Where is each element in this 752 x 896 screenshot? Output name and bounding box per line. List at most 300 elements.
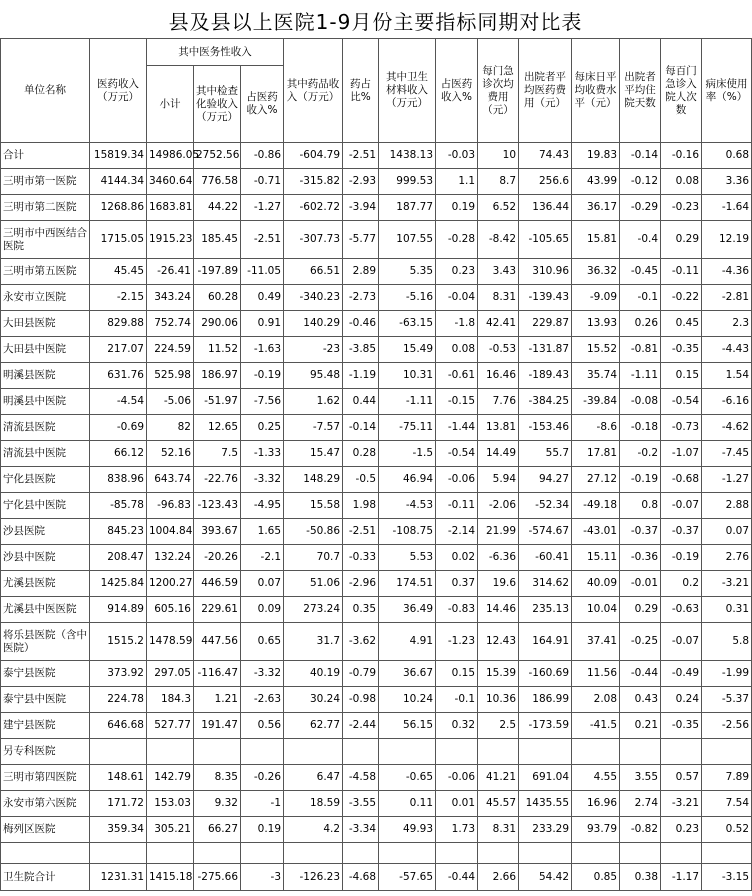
- table-cell: [620, 843, 661, 864]
- table-row: [1, 143, 752, 169]
- table-row: [1, 597, 752, 623]
- table-cell: 36.17: [572, 195, 620, 221]
- table-cell: [702, 739, 752, 765]
- table-cell: 14.46: [478, 597, 519, 623]
- table-cell: 0.07: [702, 519, 752, 545]
- table-cell: [478, 843, 519, 864]
- row-unit-name: 宁化县医院: [1, 467, 90, 493]
- table-cell: 0.24: [661, 687, 702, 713]
- table-cell: 297.05: [147, 661, 194, 687]
- table-cell: -0.61: [436, 363, 478, 389]
- header-bed-day-cost: 每床日平均收费水平（元）: [572, 39, 620, 143]
- table-cell: -0.12: [620, 169, 661, 195]
- table-cell: 12.65: [194, 415, 241, 441]
- table-row: [1, 311, 752, 337]
- table-cell: 1.21: [194, 687, 241, 713]
- table-cell: 0.19: [241, 817, 284, 843]
- table-cell: 0.25: [241, 415, 284, 441]
- table-cell: 36.67: [379, 661, 436, 687]
- table-cell: -22.76: [194, 467, 241, 493]
- table-cell: 56.15: [379, 713, 436, 739]
- table-cell: 16.96: [572, 791, 620, 817]
- table-cell: 187.77: [379, 195, 436, 221]
- table-cell: [147, 739, 194, 765]
- table-cell: 2752.56: [194, 143, 241, 169]
- table-cell: 1.73: [436, 817, 478, 843]
- table-cell: [620, 739, 661, 765]
- table-cell: -2.15: [90, 285, 147, 311]
- table-cell: -1.33: [241, 441, 284, 467]
- table-cell: 8.31: [478, 817, 519, 843]
- table-cell: -602.72: [284, 195, 343, 221]
- table-cell: [379, 843, 436, 864]
- table-cell: 36.32: [572, 259, 620, 285]
- table-cell: 45.57: [478, 791, 519, 817]
- table-cell: 5.94: [478, 467, 519, 493]
- table-cell: 646.68: [90, 713, 147, 739]
- table-cell: -3.85: [343, 337, 379, 363]
- table-cell: 15.52: [572, 337, 620, 363]
- table-cell: 0.35: [343, 597, 379, 623]
- table-cell: 0.11: [379, 791, 436, 817]
- header-med-income: 医药收入（万元）: [90, 39, 147, 143]
- table-cell: 37.41: [572, 623, 620, 661]
- table-cell: 30.24: [284, 687, 343, 713]
- table-cell: -2.93: [343, 169, 379, 195]
- table-cell: 8.35: [194, 765, 241, 791]
- table-cell: 229.61: [194, 597, 241, 623]
- table-cell: 838.96: [90, 467, 147, 493]
- table-cell: 1425.84: [90, 571, 147, 597]
- header-material-ratio: 占医药收入%: [436, 39, 478, 143]
- table-row: [1, 363, 752, 389]
- table-cell: 186.99: [519, 687, 572, 713]
- table-cell: 1268.86: [90, 195, 147, 221]
- row-unit-name: 宁化县中医院: [1, 493, 90, 519]
- table-cell: 6.52: [478, 195, 519, 221]
- table-cell: -189.43: [519, 363, 572, 389]
- table-cell: -0.01: [620, 571, 661, 597]
- table-cell: 13.93: [572, 311, 620, 337]
- table-cell: 0.85: [572, 864, 620, 891]
- table-cell: 0.15: [661, 363, 702, 389]
- table-cell: 136.44: [519, 195, 572, 221]
- row-unit-name: 三明市中西医结合医院: [1, 221, 90, 259]
- table-cell: 256.6: [519, 169, 572, 195]
- table-cell: 1.62: [284, 389, 343, 415]
- row-unit-name: 大田县中医院: [1, 337, 90, 363]
- table-cell: -0.83: [436, 597, 478, 623]
- table-cell: 0.26: [620, 311, 661, 337]
- row-unit-name: 三明市第二医院: [1, 195, 90, 221]
- table-cell: -0.11: [661, 259, 702, 285]
- table-cell: -0.4: [620, 221, 661, 259]
- table-cell: 1715.05: [90, 221, 147, 259]
- header-exam-ratio: 占医药收入%: [241, 66, 284, 143]
- table-cell: 40.19: [284, 661, 343, 687]
- table-body: [1, 143, 752, 891]
- table-row: [1, 623, 752, 661]
- table-cell: -384.25: [519, 389, 572, 415]
- table-cell: 525.98: [147, 363, 194, 389]
- table-cell: 36.49: [379, 597, 436, 623]
- table-cell: 171.72: [90, 791, 147, 817]
- table-cell: 14986.05: [147, 143, 194, 169]
- table-cell: -275.66: [194, 864, 241, 891]
- table-cell: -23: [284, 337, 343, 363]
- table-cell: 70.7: [284, 545, 343, 571]
- table-cell: -0.5: [343, 467, 379, 493]
- table-cell: 1.54: [702, 363, 752, 389]
- table-cell: 31.7: [284, 623, 343, 661]
- table-row: [1, 661, 752, 687]
- table-cell: -2.51: [343, 519, 379, 545]
- table-cell: [147, 843, 194, 864]
- table-row: [1, 415, 752, 441]
- table-cell: -0.18: [620, 415, 661, 441]
- table-row: [1, 169, 752, 195]
- table-cell: -3.62: [343, 623, 379, 661]
- table-cell: [436, 739, 478, 765]
- table-cell: 49.93: [379, 817, 436, 843]
- table-cell: -0.28: [436, 221, 478, 259]
- table-cell: 0.07: [241, 571, 284, 597]
- table-cell: 0.8: [620, 493, 661, 519]
- table-cell: [90, 843, 147, 864]
- table-cell: 2.88: [702, 493, 752, 519]
- table-cell: 373.92: [90, 661, 147, 687]
- table-cell: 0.56: [241, 713, 284, 739]
- table-cell: 66.51: [284, 259, 343, 285]
- table-cell: 0.29: [661, 221, 702, 259]
- table-cell: 66.12: [90, 441, 147, 467]
- table-cell: -1.27: [702, 467, 752, 493]
- table-cell: -5.77: [343, 221, 379, 259]
- table-cell: 208.47: [90, 545, 147, 571]
- table-cell: -7.57: [284, 415, 343, 441]
- table-row: [1, 441, 752, 467]
- row-unit-name: 三明市第五医院: [1, 259, 90, 285]
- table-cell: -160.69: [519, 661, 572, 687]
- table-cell: -0.54: [436, 441, 478, 467]
- table-cell: 4.2: [284, 817, 343, 843]
- table-cell: -4.36: [702, 259, 752, 285]
- row-unit-name: 清流县中医院: [1, 441, 90, 467]
- table-cell: -0.04: [436, 285, 478, 311]
- table-cell: 5.53: [379, 545, 436, 571]
- table-cell: -6.16: [702, 389, 752, 415]
- table-row: [1, 259, 752, 285]
- table-cell: 43.99: [572, 169, 620, 195]
- table-cell: 217.07: [90, 337, 147, 363]
- table-cell: -0.14: [620, 143, 661, 169]
- table-cell: 527.77: [147, 713, 194, 739]
- table-cell: -2.96: [343, 571, 379, 597]
- table-cell: 40.09: [572, 571, 620, 597]
- table-cell: -5.16: [379, 285, 436, 311]
- table-cell: 310.96: [519, 259, 572, 285]
- table-cell: 41.21: [478, 765, 519, 791]
- table-cell: 0.2: [661, 571, 702, 597]
- row-unit-name: 永安市立医院: [1, 285, 90, 311]
- table-cell: -126.23: [284, 864, 343, 891]
- table-cell: 7.5: [194, 441, 241, 467]
- table-cell: -2.56: [702, 713, 752, 739]
- table-cell: 0.65: [241, 623, 284, 661]
- row-unit-name: 永安市第六医院: [1, 791, 90, 817]
- table-cell: 10: [478, 143, 519, 169]
- table-cell: -0.71: [241, 169, 284, 195]
- table-cell: -574.67: [519, 519, 572, 545]
- table-cell: 0.01: [436, 791, 478, 817]
- table-cell: 752.74: [147, 311, 194, 337]
- table-cell: -0.26: [241, 765, 284, 791]
- header-service-group: 其中医务性收入: [147, 39, 284, 66]
- table-cell: 359.34: [90, 817, 147, 843]
- table-cell: 233.29: [519, 817, 572, 843]
- table-cell: 52.16: [147, 441, 194, 467]
- table-cell: -4.95: [241, 493, 284, 519]
- table-cell: -41.5: [572, 713, 620, 739]
- table-cell: -3.34: [343, 817, 379, 843]
- table-cell: -173.59: [519, 713, 572, 739]
- table-cell: [284, 843, 343, 864]
- table-cell: 42.41: [478, 311, 519, 337]
- table-cell: -2.14: [436, 519, 478, 545]
- table-cell: -7.45: [702, 441, 752, 467]
- table-cell: -2.51: [241, 221, 284, 259]
- table-cell: -0.2: [620, 441, 661, 467]
- table-cell: -20.26: [194, 545, 241, 571]
- table-cell: [343, 739, 379, 765]
- table-cell: 6.47: [284, 765, 343, 791]
- header-subtotal: 小计: [147, 66, 194, 143]
- table-cell: -0.35: [661, 337, 702, 363]
- table-cell: -1.19: [343, 363, 379, 389]
- table-cell: -0.16: [661, 143, 702, 169]
- table-cell: 0.57: [661, 765, 702, 791]
- table-cell: 11.52: [194, 337, 241, 363]
- table-cell: -1.99: [702, 661, 752, 687]
- table-cell: -3.21: [702, 571, 752, 597]
- table-cell: 2.89: [343, 259, 379, 285]
- table-cell: 393.67: [194, 519, 241, 545]
- table-cell: 1515.2: [90, 623, 147, 661]
- table-cell: -4.53: [379, 493, 436, 519]
- table-cell: 4.91: [379, 623, 436, 661]
- table-row: [1, 843, 752, 864]
- table-cell: -0.73: [661, 415, 702, 441]
- table-cell: 164.91: [519, 623, 572, 661]
- table-cell: 0.91: [241, 311, 284, 337]
- table-cell: -2.51: [343, 143, 379, 169]
- table-cell: -131.87: [519, 337, 572, 363]
- table-cell: -0.65: [379, 765, 436, 791]
- header-exam-income: 其中检查化验收入（万元）: [194, 66, 241, 143]
- table-row: [1, 765, 752, 791]
- table-cell: 9.32: [194, 791, 241, 817]
- table-cell: 74.43: [519, 143, 572, 169]
- table-cell: [379, 739, 436, 765]
- table-cell: 3.36: [702, 169, 752, 195]
- table-row: [1, 739, 752, 765]
- table-cell: [241, 739, 284, 765]
- table-cell: [702, 843, 752, 864]
- table-cell: 0.19: [436, 195, 478, 221]
- table-cell: 10.04: [572, 597, 620, 623]
- table-cell: -0.1: [620, 285, 661, 311]
- table-cell: -4.58: [343, 765, 379, 791]
- table-cell: -1.27: [241, 195, 284, 221]
- table-cell: -0.98: [343, 687, 379, 713]
- table-cell: -1.63: [241, 337, 284, 363]
- table-cell: 7.54: [702, 791, 752, 817]
- table-cell: -5.06: [147, 389, 194, 415]
- table-cell: 290.06: [194, 311, 241, 337]
- table-cell: 148.29: [284, 467, 343, 493]
- row-unit-name: 沙县医院: [1, 519, 90, 545]
- table-cell: 62.77: [284, 713, 343, 739]
- table-cell: 0.52: [702, 817, 752, 843]
- table-cell: -6.36: [478, 545, 519, 571]
- table-row: [1, 571, 752, 597]
- table-cell: 132.24: [147, 545, 194, 571]
- table-cell: 8.31: [478, 285, 519, 311]
- header-outpatient-per-100: 每百门急诊入院人次数: [661, 39, 702, 143]
- table-cell: -0.07: [661, 493, 702, 519]
- table-cell: 1.65: [241, 519, 284, 545]
- table-cell: 19.83: [572, 143, 620, 169]
- row-unit-name: 建宁县医院: [1, 713, 90, 739]
- table-cell: -49.18: [572, 493, 620, 519]
- table-cell: 174.51: [379, 571, 436, 597]
- table-cell: -116.47: [194, 661, 241, 687]
- table-cell: [436, 843, 478, 864]
- table-cell: 4144.34: [90, 169, 147, 195]
- table-cell: -0.15: [436, 389, 478, 415]
- table-cell: -0.37: [620, 519, 661, 545]
- table-cell: -9.09: [572, 285, 620, 311]
- table-row: [1, 195, 752, 221]
- table-cell: 0.23: [436, 259, 478, 285]
- row-unit-name: 合计: [1, 143, 90, 169]
- table-cell: [194, 843, 241, 864]
- table-cell: -0.14: [343, 415, 379, 441]
- header-discharge-drug-cost: 出院者平均医药费用（元）: [519, 39, 572, 143]
- table-cell: 191.47: [194, 713, 241, 739]
- table-cell: -4.54: [90, 389, 147, 415]
- table-cell: 1.98: [343, 493, 379, 519]
- table-cell: 10.31: [379, 363, 436, 389]
- table-cell: 0.37: [436, 571, 478, 597]
- table-cell: 140.29: [284, 311, 343, 337]
- table-cell: [572, 739, 620, 765]
- row-unit-name: 明溪县医院: [1, 363, 90, 389]
- table-cell: 305.21: [147, 817, 194, 843]
- table-cell: 0.08: [661, 169, 702, 195]
- table-cell: 2.76: [702, 545, 752, 571]
- table-cell: -1.17: [661, 864, 702, 891]
- table-row: [1, 687, 752, 713]
- table-cell: -43.01: [572, 519, 620, 545]
- table-cell: 184.3: [147, 687, 194, 713]
- table-cell: 1004.84: [147, 519, 194, 545]
- table-cell: 7.89: [702, 765, 752, 791]
- table-cell: -153.46: [519, 415, 572, 441]
- table-cell: [661, 739, 702, 765]
- table-cell: 0.28: [343, 441, 379, 467]
- table-cell: -0.37: [661, 519, 702, 545]
- table-cell: -4.43: [702, 337, 752, 363]
- table-cell: -0.53: [478, 337, 519, 363]
- table-cell: [661, 843, 702, 864]
- row-unit-name: 另专科医院: [1, 739, 90, 765]
- table-cell: [572, 843, 620, 864]
- table-cell: 1435.55: [519, 791, 572, 817]
- table-cell: -5.37: [702, 687, 752, 713]
- table-cell: -51.97: [194, 389, 241, 415]
- table-cell: -8.42: [478, 221, 519, 259]
- table-cell: 10.36: [478, 687, 519, 713]
- table-cell: -1.64: [702, 195, 752, 221]
- table-cell: 54.42: [519, 864, 572, 891]
- table-cell: -0.82: [620, 817, 661, 843]
- table-cell: 2.3: [702, 311, 752, 337]
- table-row: [1, 337, 752, 363]
- table-cell: -39.84: [572, 389, 620, 415]
- table-cell: -0.68: [661, 467, 702, 493]
- header-drug-income: 其中药品收入（万元）: [284, 39, 343, 143]
- table-cell: -3.32: [241, 661, 284, 687]
- table-cell: [343, 843, 379, 864]
- table-cell: -0.86: [241, 143, 284, 169]
- table-cell: 186.97: [194, 363, 241, 389]
- table-cell: 95.48: [284, 363, 343, 389]
- row-unit-name: 卫生院合计: [1, 864, 90, 891]
- table-cell: -0.19: [241, 363, 284, 389]
- table-cell: -315.82: [284, 169, 343, 195]
- table-cell: [519, 843, 572, 864]
- table-cell: 7.76: [478, 389, 519, 415]
- table-cell: [90, 739, 147, 765]
- row-unit-name: 清流县医院: [1, 415, 90, 441]
- table-cell: 14.49: [478, 441, 519, 467]
- table-cell: -1.5: [379, 441, 436, 467]
- table-row: [1, 467, 752, 493]
- table-row: [1, 221, 752, 259]
- table-cell: 845.23: [90, 519, 147, 545]
- table-cell: -2.81: [702, 285, 752, 311]
- table-cell: -307.73: [284, 221, 343, 259]
- table-cell: 51.06: [284, 571, 343, 597]
- row-unit-name: 尤溪县中医医院: [1, 597, 90, 623]
- table-cell: -0.44: [436, 864, 478, 891]
- indicator-table: [0, 38, 752, 891]
- table-cell: 446.59: [194, 571, 241, 597]
- table-cell: 1683.81: [147, 195, 194, 221]
- table-cell: 15.11: [572, 545, 620, 571]
- table-cell: 142.79: [147, 765, 194, 791]
- table-cell: -60.41: [519, 545, 572, 571]
- table-cell: -4.62: [702, 415, 752, 441]
- row-unit-name: 梅列区医院: [1, 817, 90, 843]
- table-cell: 235.13: [519, 597, 572, 623]
- table-cell: 3.55: [620, 765, 661, 791]
- table-cell: -2.44: [343, 713, 379, 739]
- table-cell: 93.79: [572, 817, 620, 843]
- table-cell: 5.35: [379, 259, 436, 285]
- table-cell: -0.44: [620, 661, 661, 687]
